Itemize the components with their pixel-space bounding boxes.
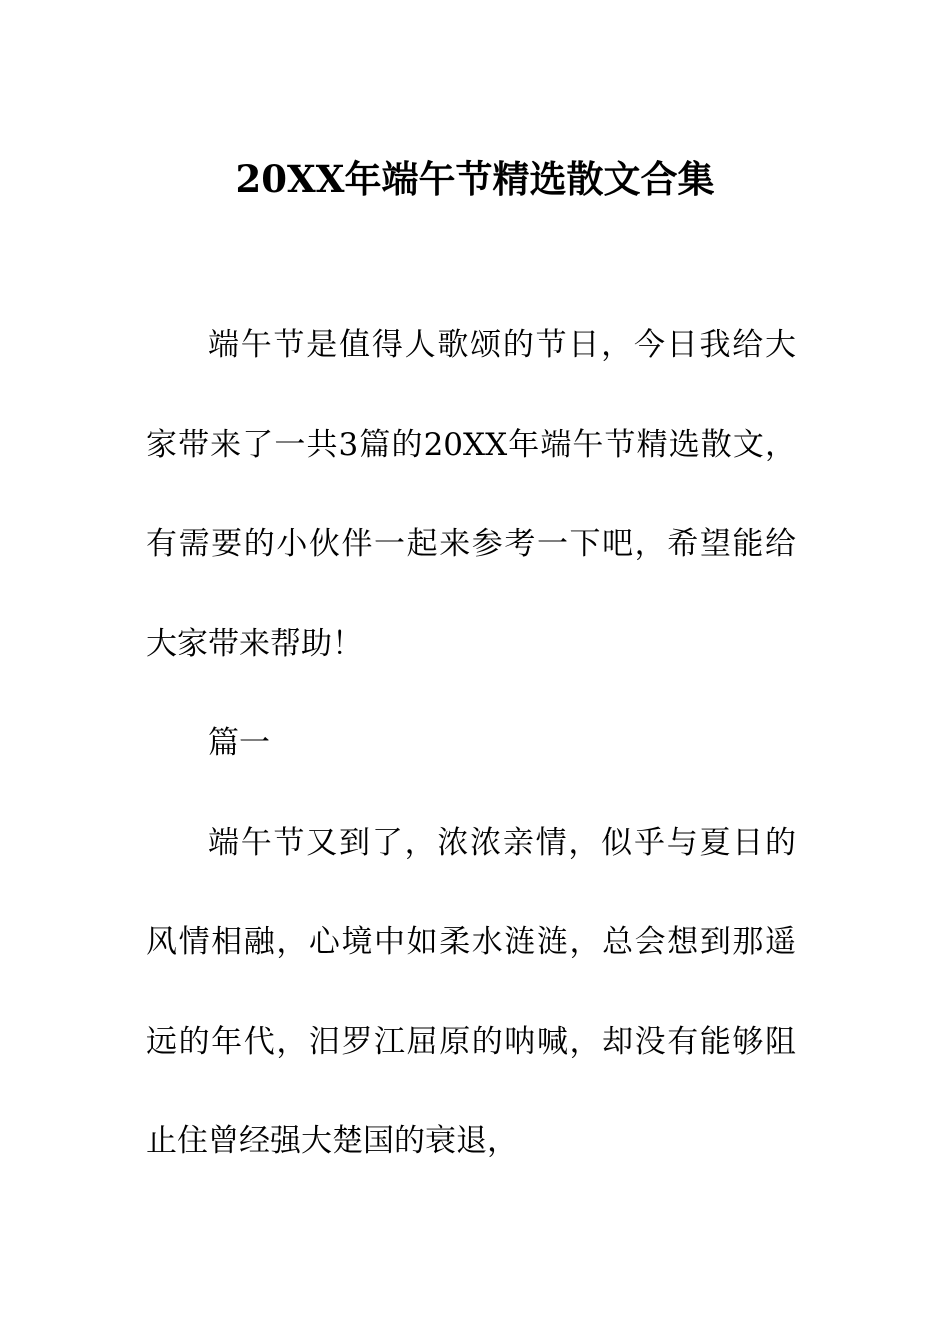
essay-paragraph: 端午节又到了，浓浓亲情，似乎与夏日的风情相融，心境中如柔水涟涟，总会想到那遥远的年代，汨罗江屈原的呐喊，却没有能够阻止住曾经强大楚国的衰退， [146, 824, 796, 1159]
document-body [146, 296, 796, 1192]
section-heading-part-one: 篇一 [208, 725, 270, 761]
document-title: 20XX年端午节精选散文合集 [235, 156, 715, 201]
intro-paragraph: 端午节是值得人歌颂的节日，今日我给大家带来了一共3篇的20XX年端午节精选散文，有需要的小伙伴一起来参考一下吧，希望能给大家带来帮助！ [146, 327, 796, 662]
